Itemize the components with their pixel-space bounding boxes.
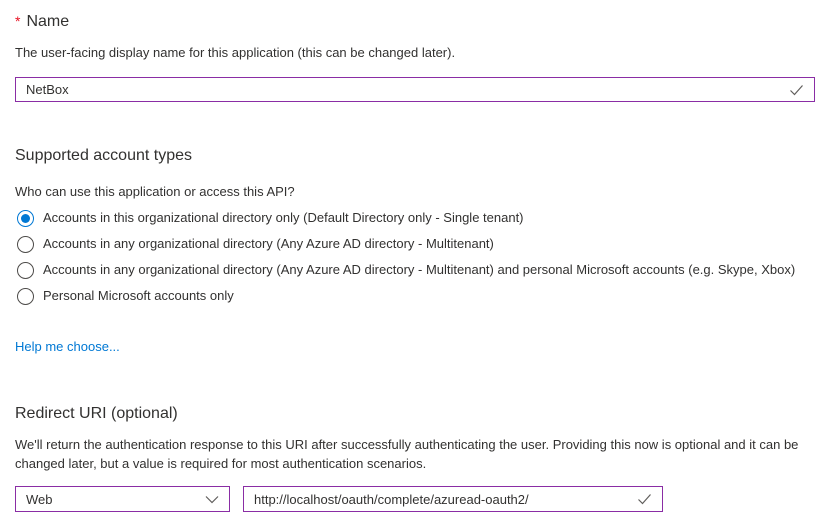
account-type-radio-group — [17, 209, 815, 305]
help-me-choose-link[interactable]: Help me choose... — [15, 339, 120, 354]
name-section-title — [15, 11, 815, 32]
platform-select[interactable] — [15, 486, 230, 512]
platform-select-value: Web — [26, 491, 53, 507]
account-types-title: Supported account types — [15, 147, 193, 164]
required-asterisk: * — [15, 13, 21, 29]
radio-icon[interactable] — [17, 262, 34, 279]
account-types-question: Who can use this application or access this API? — [15, 184, 295, 199]
radio-option-label: Personal Microsoft accounts only — [43, 288, 234, 303]
checkmark-icon — [789, 84, 804, 96]
name-section-title-text: Name — [26, 13, 70, 30]
radio-option-label: Accounts in any organizational directory (Any Azure AD directory - Multitenant) — [43, 236, 494, 251]
redirect-uri-description: We'll return the authentication response to this URI after successfully authenticating the user. Providing this now is optional and it can be changed later, but a value is required for most authentication scenarios. — [15, 437, 799, 471]
redirect-uri-section — [15, 404, 815, 512]
radio-icon[interactable] — [17, 288, 34, 305]
radio-option-single-tenant[interactable] — [17, 209, 815, 227]
radio-icon[interactable] — [17, 236, 34, 253]
radio-option-multitenant[interactable] — [17, 235, 815, 253]
radio-option-multitenant-personal[interactable] — [17, 261, 815, 279]
chevron-down-icon — [205, 495, 219, 504]
redirect-uri-input-field — [243, 486, 663, 512]
radio-icon[interactable] — [17, 210, 34, 227]
supported-account-types-section — [15, 146, 815, 356]
radio-option-label: Accounts in any organizational directory (Any Azure AD directory - Multitenant) and personal Microsoft accounts (e.g. Skype, Xbox) — [43, 262, 796, 277]
redirect-uri-input[interactable] — [254, 492, 629, 507]
radio-option-personal-only[interactable] — [17, 287, 815, 305]
redirect-uri-title: Redirect URI (optional) — [15, 405, 178, 422]
redirect-uri-controls — [15, 486, 815, 512]
name-input[interactable] — [26, 82, 781, 97]
name-description: The user-facing display name for this application (this can be changed later). — [15, 45, 456, 60]
name-input-field — [15, 77, 815, 102]
radio-option-label: Accounts in this organizational directory only (Default Directory only - Single tenant) — [43, 210, 524, 225]
checkmark-icon — [637, 493, 652, 505]
